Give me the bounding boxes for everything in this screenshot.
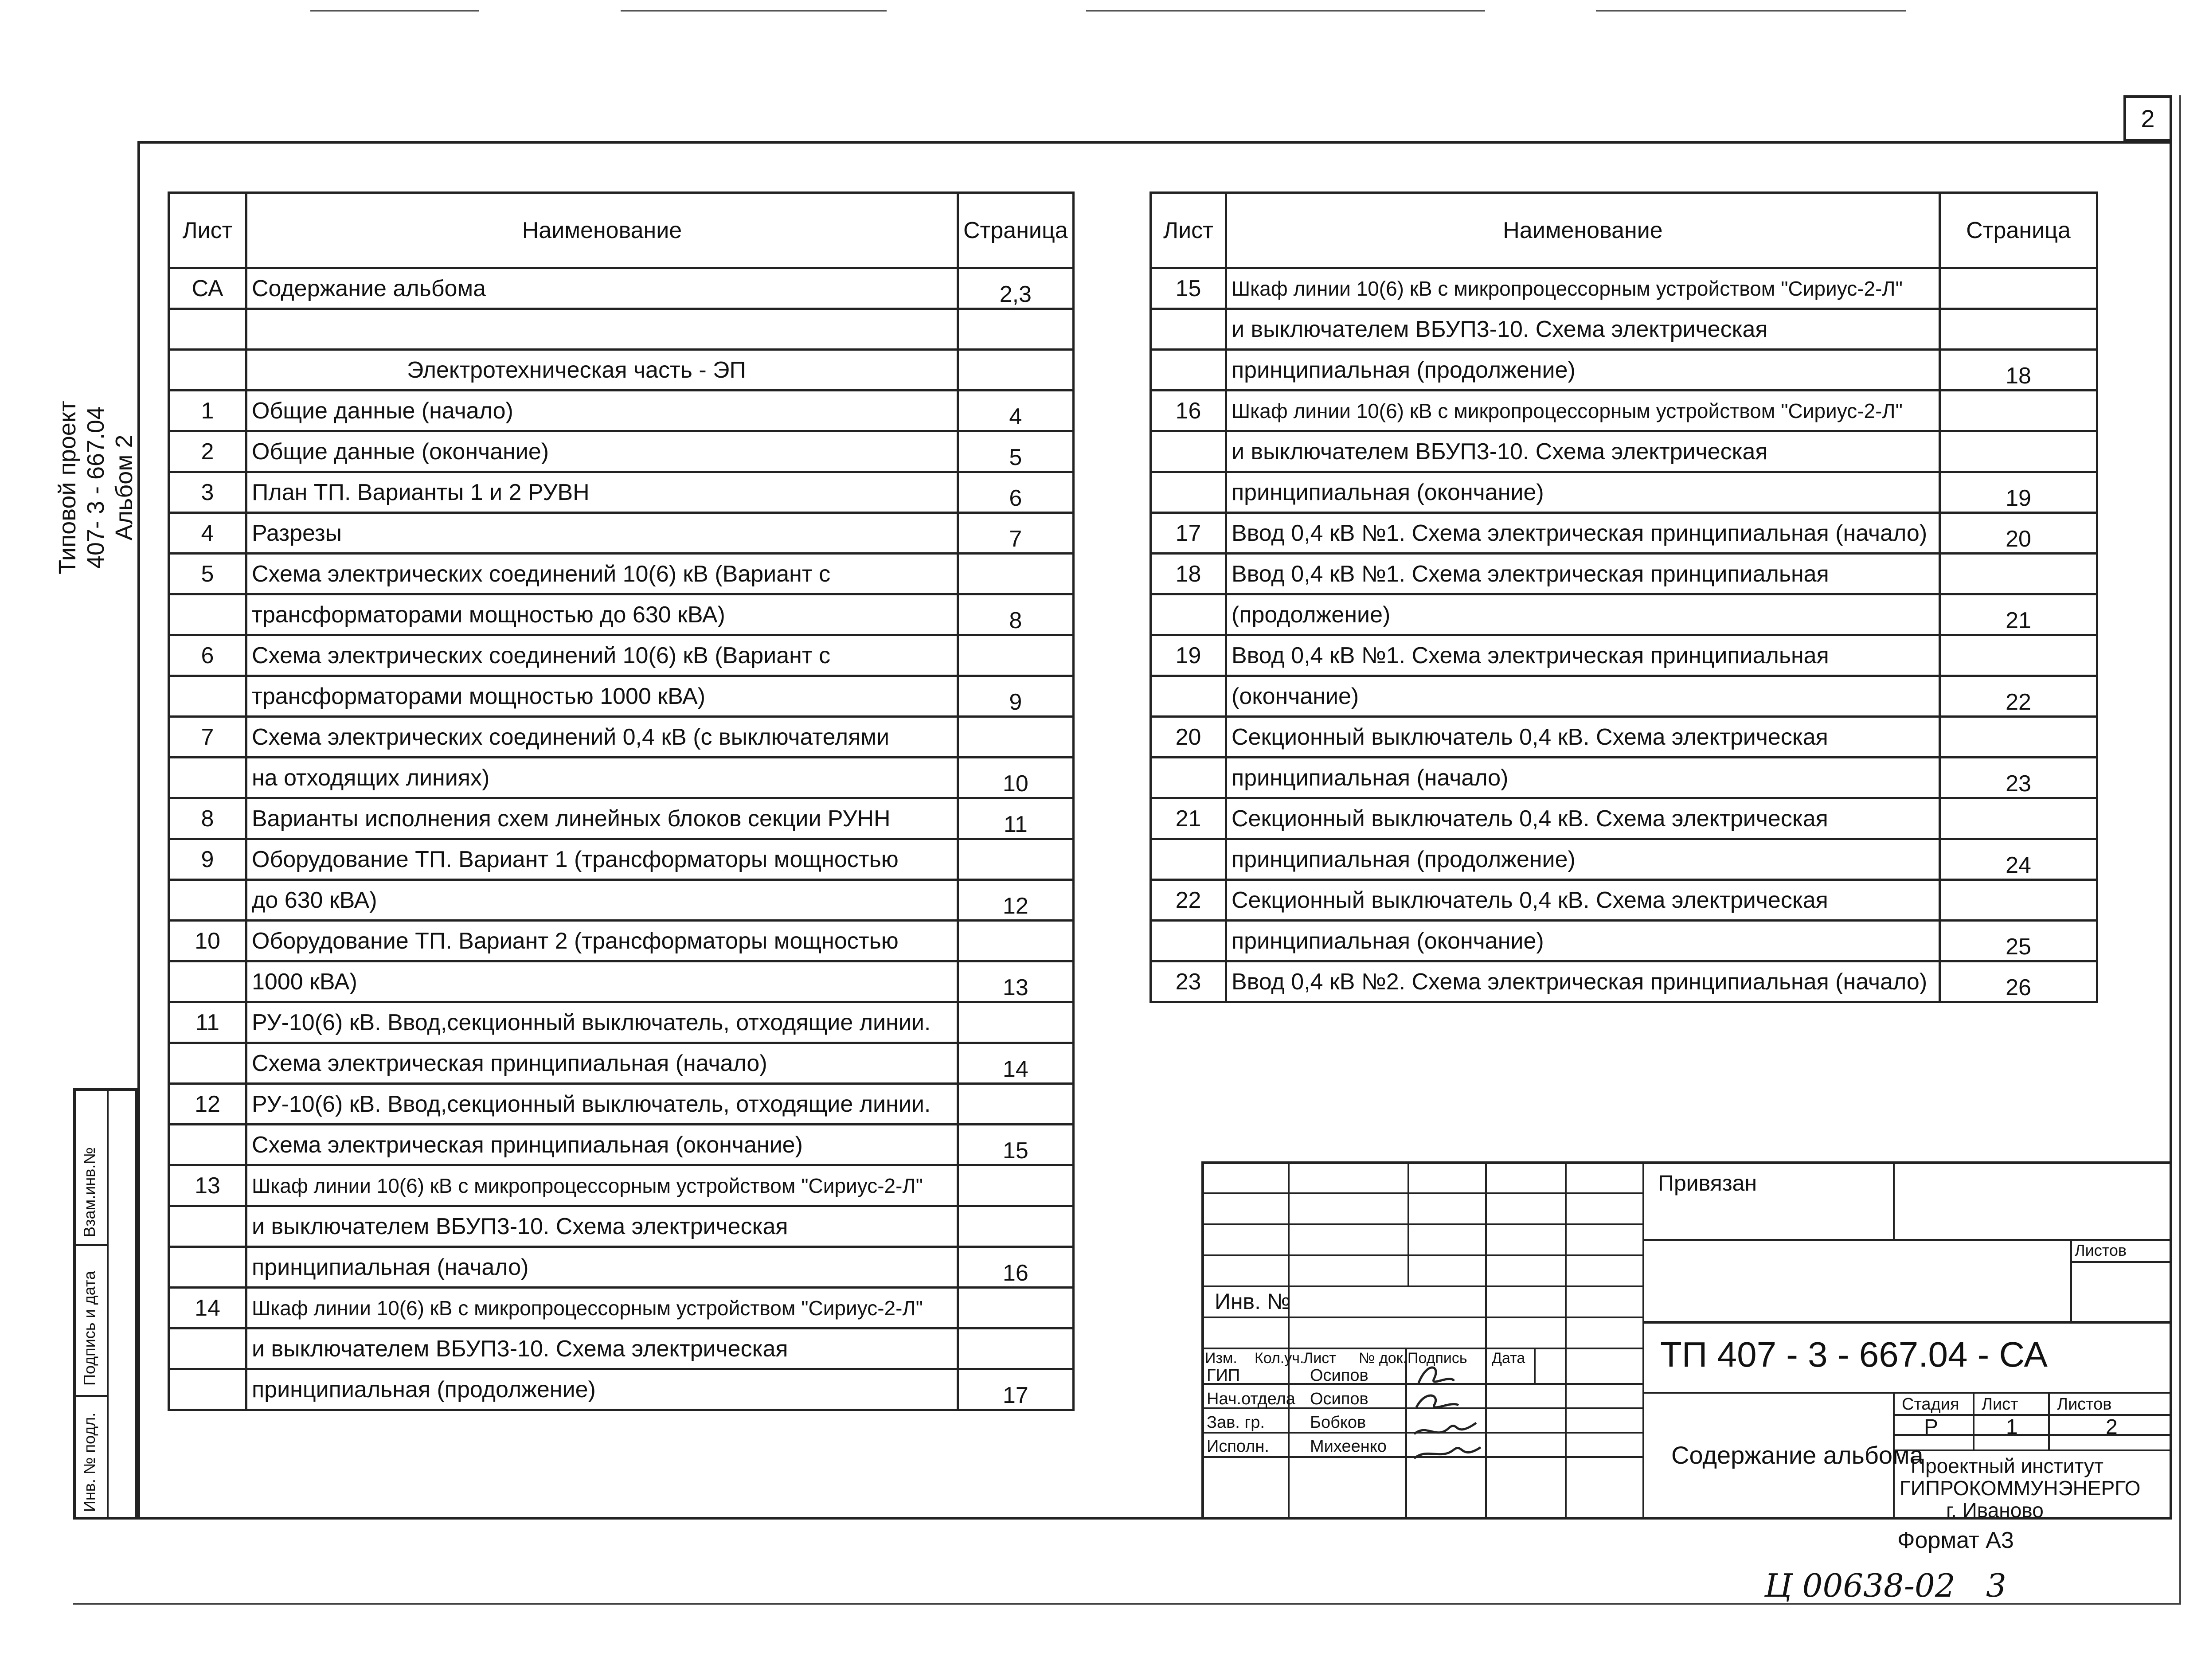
row-page: 4 <box>958 391 1074 431</box>
row-sheet-number: 7 <box>169 717 246 758</box>
table-row <box>169 880 1074 921</box>
row-page <box>1940 391 2097 431</box>
row-page: 24 <box>1940 839 2097 880</box>
row-sheet-number <box>1151 839 1226 880</box>
signatures-image <box>1410 1356 1490 1463</box>
row-page <box>958 309 1074 350</box>
row-page: 14 <box>958 1043 1074 1084</box>
document-title: Содержание альбома <box>1671 1441 1924 1469</box>
row-name: принципиальная (окончание) <box>1226 921 1940 961</box>
side-stamp <box>73 1088 137 1520</box>
table-row <box>169 1002 1074 1043</box>
table-row <box>1151 350 2097 391</box>
row-page <box>958 554 1074 594</box>
row-page <box>958 1288 1074 1328</box>
table-row <box>169 798 1074 839</box>
row-name: План ТП. Варианты 1 и 2 РУВН <box>246 472 958 513</box>
table-row <box>1151 268 2097 309</box>
row-sheet-number: 3 <box>169 472 246 513</box>
top-decoration <box>1086 10 1485 12</box>
table-row <box>1151 961 2097 1002</box>
row-name: трансформаторами мощностью 1000 кВА) <box>246 676 958 717</box>
row-sheet-number: 20 <box>1151 717 1226 758</box>
row-sheet-number: 21 <box>1151 798 1226 839</box>
row-name: Варианты исполнения схем линейных блоков секции РУНН <box>246 798 958 839</box>
row-sheet-number <box>169 1247 246 1288</box>
table-row <box>169 1206 1074 1247</box>
col-header-doc: № док. <box>1359 1350 1407 1367</box>
table-row <box>169 1125 1074 1165</box>
privyazan-label: Привязан <box>1658 1171 1757 1196</box>
table-row <box>1151 758 2097 798</box>
row-name: Содержание альбома <box>246 268 958 309</box>
row-sheet-number <box>169 676 246 717</box>
row-sheet-number: 5 <box>169 554 246 594</box>
row-page: 19 <box>1940 472 2097 513</box>
org-line3: г. Иваново <box>1946 1499 2044 1522</box>
table-row <box>169 513 1074 554</box>
table-row <box>1151 309 2097 350</box>
table-row <box>169 594 1074 635</box>
table-row <box>1151 594 2097 635</box>
row-sheet-number: 12 <box>169 1084 246 1125</box>
handwritten-page: 3 <box>1986 1567 2006 1604</box>
row-page: 11 <box>958 798 1074 839</box>
row-page <box>1940 717 2097 758</box>
table-row <box>1151 472 2097 513</box>
row-page: 13 <box>958 961 1074 1002</box>
row-name: Ввод 0,4 кВ №1. Схема электрическая принципиальная (начало) <box>1226 513 1940 554</box>
vertical-title-line1: Типовой проект <box>54 401 81 574</box>
table-row <box>169 1165 1074 1206</box>
header-sheet: Лист <box>1151 193 1226 268</box>
name-zav-gr: Бобков <box>1310 1413 1366 1432</box>
row-name: принципиальная (начало) <box>246 1247 958 1288</box>
row-page <box>958 839 1074 880</box>
row-sheet-number <box>169 758 246 798</box>
table-row <box>1151 880 2097 921</box>
row-page: 21 <box>1940 594 2097 635</box>
row-name: Секционный выключатель 0,4 кВ. Схема электрическая <box>1226 880 1940 921</box>
row-name: Секционный выключатель 0,4 кВ. Схема электрическая <box>1226 798 1940 839</box>
sheet-header: Лист <box>1982 1395 2018 1414</box>
row-sheet-number <box>169 1206 246 1247</box>
row-name: Ввод 0,4 кВ №1. Схема электрическая принципиальная <box>1226 554 1940 594</box>
name-gip: Осипов <box>1310 1366 1368 1385</box>
row-name: (окончание) <box>1226 676 1940 717</box>
row-sheet-number: 14 <box>169 1288 246 1328</box>
name-ispoln: Михеенко <box>1310 1437 1387 1456</box>
row-name: Оборудование ТП. Вариант 2 (трансформаторы мощностью <box>246 921 958 961</box>
row-page: 20 <box>1940 513 2097 554</box>
row-name <box>246 309 958 350</box>
row-sheet-number: 13 <box>169 1165 246 1206</box>
row-sheet-number <box>169 1125 246 1165</box>
table-row <box>169 431 1074 472</box>
row-page <box>1940 635 2097 676</box>
row-name: Ввод 0,4 кВ №1. Схема электрическая принципиальная <box>1226 635 1940 676</box>
row-name: Общие данные (начало) <box>246 391 958 431</box>
row-name: Шкаф линии 10(6) кВ с микропроцессорным устройством "Сириус-2-Л" <box>1226 268 1940 309</box>
table-row <box>169 1288 1074 1328</box>
table-row <box>169 391 1074 431</box>
row-page: 15 <box>958 1125 1074 1165</box>
row-name: Схема электрическая принципиальная (начало) <box>246 1043 958 1084</box>
col-header-date: Дата <box>1492 1350 1525 1367</box>
org-line2: ГИПРОКОММУНЭНЕРГО <box>1900 1477 2141 1500</box>
row-page <box>958 1328 1074 1369</box>
table-row <box>169 554 1074 594</box>
stage-header: Стадия <box>1902 1395 1959 1414</box>
side-stamp-field3: Инв. № подл. <box>80 1412 98 1512</box>
header-page: Страница <box>1940 193 2097 268</box>
row-sheet-number: 22 <box>1151 880 1226 921</box>
vertical-title-line3: Альбом 2 <box>111 434 137 541</box>
row-page <box>958 921 1074 961</box>
table-row <box>1151 431 2097 472</box>
row-sheet-number: 10 <box>169 921 246 961</box>
table-row <box>169 1043 1074 1084</box>
row-sheet-number <box>1151 431 1226 472</box>
row-sheet-number: 17 <box>1151 513 1226 554</box>
contents-table-left <box>168 191 1075 1411</box>
row-name: и выключателем ВБУП3-10. Схема электрическая <box>1226 309 1940 350</box>
table-row <box>1151 513 2097 554</box>
header-page: Страница <box>958 193 1074 268</box>
row-sheet-number <box>169 1328 246 1369</box>
row-page: 23 <box>1940 758 2097 798</box>
row-page <box>958 1002 1074 1043</box>
row-page: 26 <box>1940 961 2097 1002</box>
table-row <box>169 1247 1074 1288</box>
row-sheet-number <box>1151 472 1226 513</box>
format-label: Формат А3 <box>1897 1528 2014 1553</box>
table-row <box>169 1084 1074 1125</box>
header-name: Наименование <box>1226 193 1940 268</box>
role-nach-otdela: Нач.отдела <box>1207 1390 1295 1408</box>
table-row <box>169 268 1074 309</box>
title-block <box>1201 1161 2172 1520</box>
row-page <box>958 717 1074 758</box>
col-header-sign: Подпись <box>1408 1350 1467 1367</box>
row-page: 10 <box>958 758 1074 798</box>
table-row <box>169 717 1074 758</box>
row-page <box>1940 880 2097 921</box>
role-gip: ГИП <box>1207 1366 1240 1385</box>
col-header-kol: Кол.уч. <box>1255 1350 1304 1367</box>
inv-no-label: Инв. № <box>1215 1289 1291 1314</box>
table-row <box>169 1369 1074 1410</box>
role-zav-gr: Зав. гр. <box>1207 1413 1265 1432</box>
row-name: Шкаф линии 10(6) кВ с микропроцессорным устройством "Сириус-2-Л" <box>246 1288 958 1328</box>
table-row <box>169 472 1074 513</box>
row-name: Оборудование ТП. Вариант 1 (трансформаторы мощностью <box>246 839 958 880</box>
row-page: 7 <box>958 513 1074 554</box>
table-row <box>169 921 1074 961</box>
table-row <box>169 309 1074 350</box>
row-page <box>1940 554 2097 594</box>
row-sheet-number <box>1151 309 1226 350</box>
table-row <box>1151 798 2097 839</box>
table-row <box>169 758 1074 798</box>
row-name: Схема электрических соединений 10(6) кВ (Вариант с <box>246 635 958 676</box>
table-row <box>1151 676 2097 717</box>
row-name: РУ-10(6) кВ. Ввод,секционный выключатель, отходящие линии. <box>246 1002 958 1043</box>
row-page: 25 <box>1940 921 2097 961</box>
row-name: до 630 кВА) <box>246 880 958 921</box>
row-name: и выключателем ВБУП3-10. Схема электрическая <box>246 1328 958 1369</box>
row-sheet-number: 11 <box>169 1002 246 1043</box>
row-sheet-number <box>1151 594 1226 635</box>
sheets-header: Листов <box>2057 1395 2112 1414</box>
row-sheet-number <box>169 961 246 1002</box>
col-header-izm: Изм. <box>1205 1350 1237 1367</box>
row-name: Схема электрических соединений 10(6) кВ (Вариант с <box>246 554 958 594</box>
row-name: принципиальная (продолжение) <box>246 1369 958 1410</box>
row-name: принципиальная (окончание) <box>1226 472 1940 513</box>
row-sheet-number: 19 <box>1151 635 1226 676</box>
table-row <box>1151 635 2097 676</box>
row-sheet-number: 15 <box>1151 268 1226 309</box>
row-page <box>958 1165 1074 1206</box>
table-row <box>169 1328 1074 1369</box>
row-name: Электротехническая часть - ЭП <box>246 350 958 391</box>
row-sheet-number: 16 <box>1151 391 1226 431</box>
row-page <box>958 1206 1074 1247</box>
row-sheet-number <box>169 350 246 391</box>
row-page: 12 <box>958 880 1074 921</box>
row-sheet-number: 9 <box>169 839 246 880</box>
sheet-number-corner: 2 <box>2123 95 2172 142</box>
row-name: принципиальная (продолжение) <box>1226 350 1940 391</box>
row-page: 2,3 <box>958 268 1074 309</box>
row-page: 22 <box>1940 676 2097 717</box>
table-row <box>169 839 1074 880</box>
row-sheet-number <box>169 880 246 921</box>
col-header-list: Лист <box>1303 1350 1336 1367</box>
sheets-value: 2 <box>2106 1415 2118 1439</box>
row-sheet-number: 6 <box>169 635 246 676</box>
table-row <box>169 961 1074 1002</box>
header-name: Наименование <box>246 193 958 268</box>
row-name: Общие данные (окончание) <box>246 431 958 472</box>
row-sheet-number: 4 <box>169 513 246 554</box>
row-page <box>1940 268 2097 309</box>
table-row <box>1151 717 2097 758</box>
row-name: Секционный выключатель 0,4 кВ. Схема электрическая <box>1226 717 1940 758</box>
table-row <box>169 350 1074 391</box>
row-page: 9 <box>958 676 1074 717</box>
row-name: принципиальная (начало) <box>1226 758 1940 798</box>
table-row <box>1151 391 2097 431</box>
contents-table-right <box>1149 191 2098 1003</box>
row-page <box>958 1084 1074 1125</box>
row-page: 8 <box>958 594 1074 635</box>
row-sheet-number <box>1151 676 1226 717</box>
sheet-value: 1 <box>2006 1415 2018 1439</box>
row-page: 16 <box>958 1247 1074 1288</box>
row-name: трансформаторами мощностью до 630 кВА) <box>246 594 958 635</box>
vertical-project-title <box>44 355 151 638</box>
row-sheet-number <box>1151 758 1226 798</box>
row-sheet-number: 8 <box>169 798 246 839</box>
row-page <box>1940 309 2097 350</box>
row-sheet-number <box>169 309 246 350</box>
row-sheet-number: 23 <box>1151 961 1226 1002</box>
row-page: 18 <box>1940 350 2097 391</box>
row-page <box>1940 798 2097 839</box>
row-page <box>958 635 1074 676</box>
row-name: на отходящих линиях) <box>246 758 958 798</box>
role-ispoln: Исполн. <box>1207 1437 1269 1456</box>
row-name: Ввод 0,4 кВ №2. Схема электрическая принципиальная (начало) <box>1226 961 1940 1002</box>
stage-value: Р <box>1924 1415 1939 1439</box>
row-name: Шкаф линии 10(6) кВ с микропроцессорным устройством "Сириус-2-Л" <box>1226 391 1940 431</box>
row-name: и выключателем ВБУП3-10. Схема электрическая <box>246 1206 958 1247</box>
table-row <box>1151 839 2097 880</box>
row-sheet-number: 1 <box>169 391 246 431</box>
row-sheet-number: 18 <box>1151 554 1226 594</box>
top-decoration <box>1596 10 1906 12</box>
row-name: Схема электрическая принципиальная (окончание) <box>246 1125 958 1165</box>
top-decoration <box>621 10 887 12</box>
row-page: 17 <box>958 1369 1074 1410</box>
row-name: и выключателем ВБУП3-10. Схема электрическая <box>1226 431 1940 472</box>
table-row <box>1151 921 2097 961</box>
row-name: 1000 кВА) <box>246 961 958 1002</box>
row-sheet-number: СА <box>169 268 246 309</box>
row-page <box>1940 431 2097 472</box>
row-sheet-number <box>169 1043 246 1084</box>
row-page: 6 <box>958 472 1074 513</box>
table-row <box>1151 554 2097 594</box>
listov-top-label: Листов <box>2075 1241 2127 1259</box>
row-name: Шкаф линии 10(6) кВ с микропроцессорным устройством "Сириус-2-Л" <box>246 1165 958 1206</box>
side-stamp-field2: Подпись и дата <box>80 1271 98 1386</box>
row-sheet-number: 2 <box>169 431 246 472</box>
top-decoration <box>310 10 479 12</box>
header-sheet: Лист <box>169 193 246 268</box>
document-code: ТП 407 - 3 - 667.04 - СА <box>1660 1335 2048 1374</box>
row-name: принципиальная (продолжение) <box>1226 839 1940 880</box>
row-page: 5 <box>958 431 1074 472</box>
handwritten-code: Ц 00638-02 <box>1764 1567 1955 1604</box>
row-name: Схема электрических соединений 0,4 кВ (с выключателями <box>246 717 958 758</box>
row-name: Разрезы <box>246 513 958 554</box>
row-sheet-number <box>169 1369 246 1410</box>
row-sheet-number <box>1151 921 1226 961</box>
side-stamp-field1: Взам.инв.№ <box>80 1147 98 1237</box>
name-nach-otdela: Осипов <box>1310 1390 1368 1408</box>
org-line1: Проектный институт <box>1911 1454 2103 1477</box>
table-row <box>169 676 1074 717</box>
vertical-title-line2: 407- 3 - 667.04 <box>82 406 109 569</box>
row-name: РУ-10(6) кВ. Ввод,секционный выключатель, отходящие линии. <box>246 1084 958 1125</box>
row-page <box>958 350 1074 391</box>
row-sheet-number <box>169 594 246 635</box>
row-sheet-number <box>1151 350 1226 391</box>
row-name: (продолжение) <box>1226 594 1940 635</box>
table-row <box>169 635 1074 676</box>
